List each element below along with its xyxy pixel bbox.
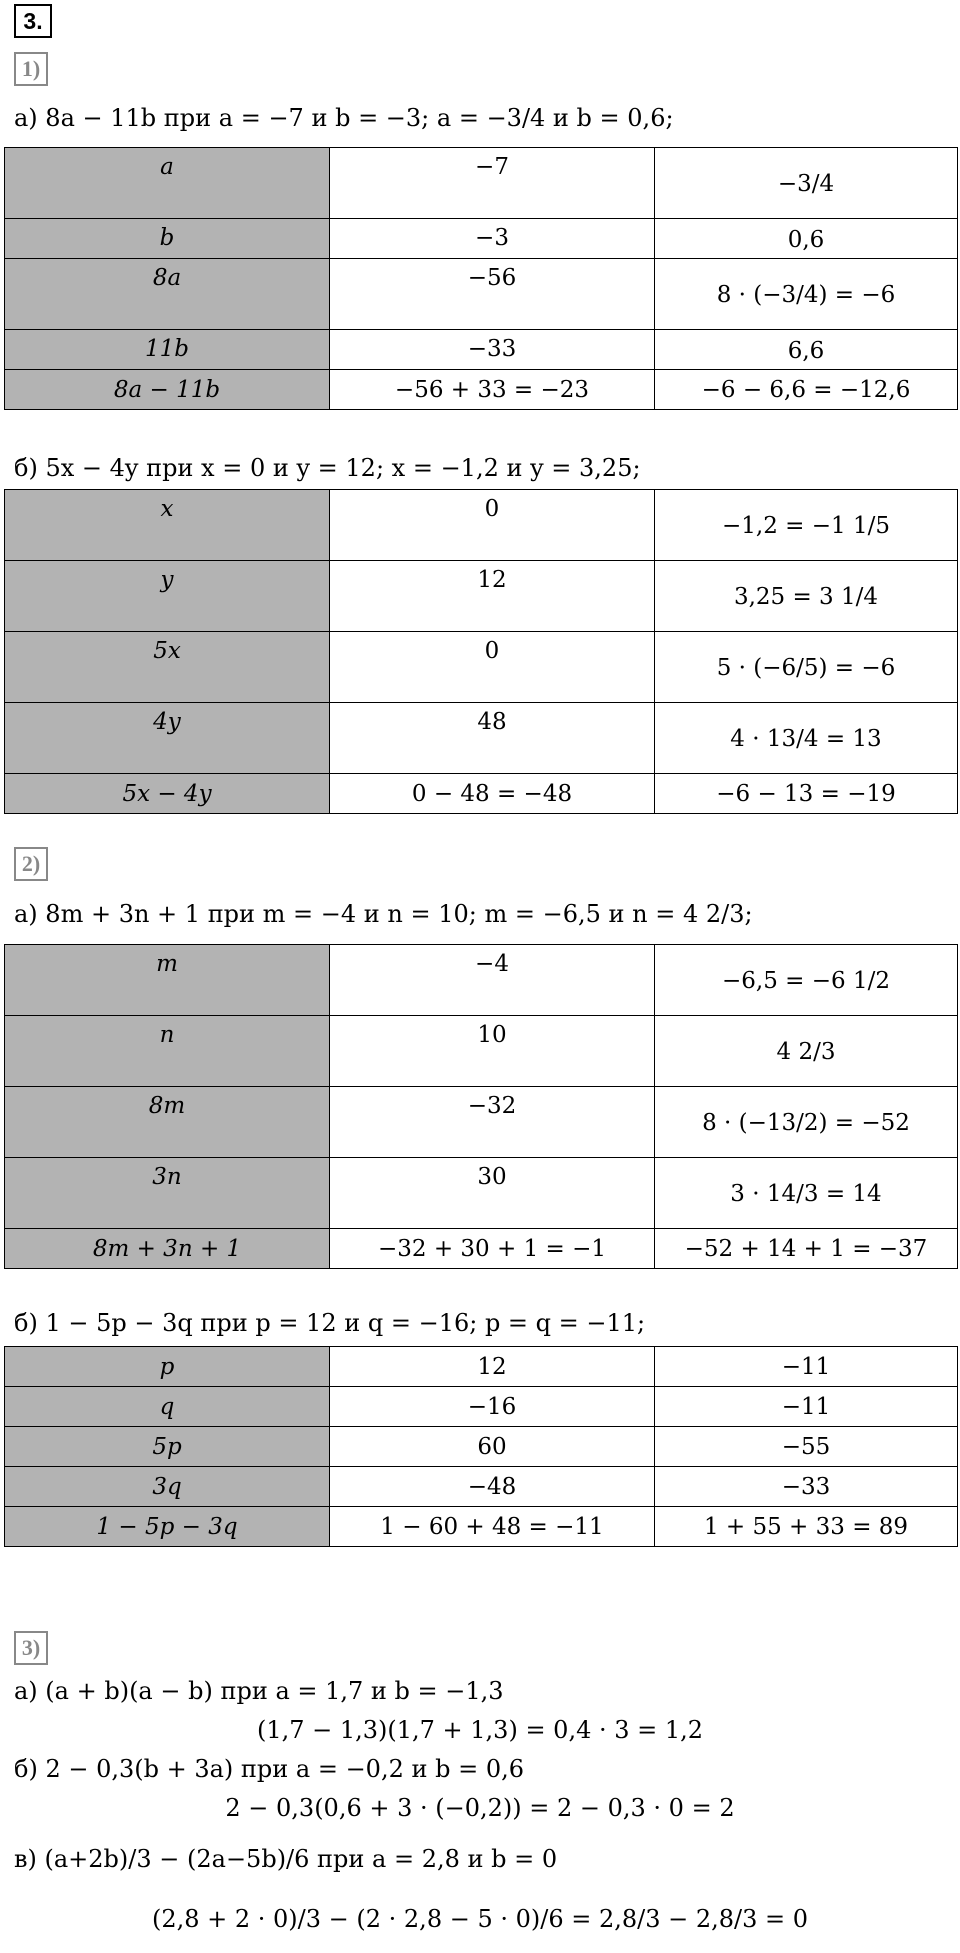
- row-label: p: [5, 1347, 330, 1387]
- calc-3b: 2 − 0,3(0,6 + 3 · (−0,2)) = 2 − 0,3 · 0 = 2: [225, 1794, 735, 1822]
- table-row: [5, 1158, 958, 1229]
- table-row: [5, 1427, 958, 1467]
- value-cell-1: −56 + 33 = −23: [330, 370, 655, 410]
- task-3b: б) 2 − 0,3(b + 3a) при a = −0,2 и b = 0,6: [14, 1755, 524, 1783]
- value-cell-2: −1,2 = −1 1/5: [655, 490, 958, 561]
- value-cell-2: 5 · (−6/5) = −6: [655, 632, 958, 703]
- task-3c: в) (a+2b)/3 − (2a−5b)/6 при a = 2,8 и b = 0: [14, 1845, 558, 1873]
- value-cell-2: −6,5 = −6 1/2: [655, 945, 958, 1016]
- value-cell-1: 48: [330, 703, 655, 774]
- table-row: [5, 259, 958, 330]
- value-cell-2: −52 + 14 + 1 = −37: [655, 1229, 958, 1269]
- table-row: [5, 945, 958, 1016]
- row-label: n: [5, 1016, 330, 1087]
- row-label: 5x − 4y: [5, 774, 330, 814]
- value-cell-2: 1 + 55 + 33 = 89: [655, 1507, 958, 1547]
- table-row: [5, 219, 958, 259]
- row-label: m: [5, 945, 330, 1016]
- task-1a: а) 8a − 11b при a = −7 и b = −3; a = −3/4 и b = 0,6;: [14, 104, 674, 132]
- value-cell-1: 0 − 48 = −48: [330, 774, 655, 814]
- value-cell-1: −7: [330, 148, 655, 219]
- table-row: [5, 1016, 958, 1087]
- value-cell-2: 8 · (−3/4) = −6: [655, 259, 958, 330]
- section-badge-1: 1): [14, 52, 48, 86]
- value-cell-1: 12: [330, 1347, 655, 1387]
- value-cell-2: −33: [655, 1467, 958, 1507]
- table-2b: [4, 1346, 958, 1547]
- row-label: 5p: [5, 1427, 330, 1467]
- table-row: [5, 632, 958, 703]
- value-cell-1: −4: [330, 945, 655, 1016]
- table-row: [5, 148, 958, 219]
- calc-3c: (2,8 + 2 · 0)/3 − (2 · 2,8 − 5 · 0)/6 = 2,8/3 − 2,8/3 = 0: [151, 1905, 809, 1933]
- table-1b: [4, 489, 958, 814]
- table-row: [5, 1467, 958, 1507]
- row-label: 1 − 5p − 3q: [5, 1507, 330, 1547]
- table-2a: [4, 944, 958, 1269]
- row-label: b: [5, 219, 330, 259]
- row-label: y: [5, 561, 330, 632]
- table-row: [5, 1507, 958, 1547]
- value-cell-1: −32: [330, 1087, 655, 1158]
- value-cell-2: −6 − 6,6 = −12,6: [655, 370, 958, 410]
- table-row: [5, 370, 958, 410]
- value-cell-2: 4 · 13/4 = 13: [655, 703, 958, 774]
- table-row: [5, 1087, 958, 1158]
- value-cell-2: 6,6: [655, 330, 958, 370]
- value-cell-1: −3: [330, 219, 655, 259]
- row-label: a: [5, 148, 330, 219]
- value-cell-1: 10: [330, 1016, 655, 1087]
- value-cell-2: 3 · 14/3 = 14: [655, 1158, 958, 1229]
- value-cell-2: −55: [655, 1427, 958, 1467]
- row-label: 3n: [5, 1158, 330, 1229]
- value-cell-1: −56: [330, 259, 655, 330]
- value-cell-2: −3/4: [655, 148, 958, 219]
- table-row: [5, 330, 958, 370]
- value-cell-2: −6 − 13 = −19: [655, 774, 958, 814]
- row-label: 5x: [5, 632, 330, 703]
- value-cell-1: 1 − 60 + 48 = −11: [330, 1507, 655, 1547]
- value-cell-2: 3,25 = 3 1/4: [655, 561, 958, 632]
- table-row: [5, 490, 958, 561]
- row-label: 8m + 3n + 1: [5, 1229, 330, 1269]
- section-badge-3: 3): [14, 1631, 48, 1665]
- row-label: 11b: [5, 330, 330, 370]
- value-cell-2: −11: [655, 1347, 958, 1387]
- row-label: q: [5, 1387, 330, 1427]
- table-1a: [4, 147, 958, 410]
- value-cell-2: 4 2/3: [655, 1016, 958, 1087]
- section-badge-2: 2): [14, 847, 48, 881]
- row-label: 3q: [5, 1467, 330, 1507]
- table-row: [5, 1387, 958, 1427]
- table-row: [5, 774, 958, 814]
- value-cell-2: 0,6: [655, 219, 958, 259]
- table-row: [5, 561, 958, 632]
- row-label: 8a: [5, 259, 330, 330]
- value-cell-1: −32 + 30 + 1 = −1: [330, 1229, 655, 1269]
- table-row: [5, 1229, 958, 1269]
- row-label: 8a − 11b: [5, 370, 330, 410]
- value-cell-1: −48: [330, 1467, 655, 1507]
- task-3a: а) (a + b)(a − b) при a = 1,7 и b = −1,3: [14, 1677, 504, 1705]
- value-cell-1: −16: [330, 1387, 655, 1427]
- row-label: 8m: [5, 1087, 330, 1158]
- value-cell-1: −33: [330, 330, 655, 370]
- task-2b: б) 1 − 5p − 3q при p = 12 и q = −16; p = q = −11;: [14, 1309, 646, 1337]
- value-cell-1: 0: [330, 490, 655, 561]
- row-label: 4y: [5, 703, 330, 774]
- table-row: [5, 703, 958, 774]
- value-cell-1: 12: [330, 561, 655, 632]
- task-2a: а) 8m + 3n + 1 при m = −4 и n = 10; m = −6,5 и n = 4 2/3;: [14, 900, 753, 928]
- value-cell-2: 8 · (−13/2) = −52: [655, 1087, 958, 1158]
- value-cell-1: 0: [330, 632, 655, 703]
- value-cell-1: 30: [330, 1158, 655, 1229]
- exercise-number: 3.: [14, 4, 52, 38]
- task-1b: б) 5x − 4y при x = 0 и y = 12; x = −1,2 и y = 3,25;: [14, 454, 641, 482]
- value-cell-1: 60: [330, 1427, 655, 1467]
- value-cell-2: −11: [655, 1387, 958, 1427]
- calc-3a: (1,7 − 1,3)(1,7 + 1,3) = 0,4 · 3 = 1,2: [256, 1716, 704, 1744]
- table-row: [5, 1347, 958, 1387]
- row-label: x: [5, 490, 330, 561]
